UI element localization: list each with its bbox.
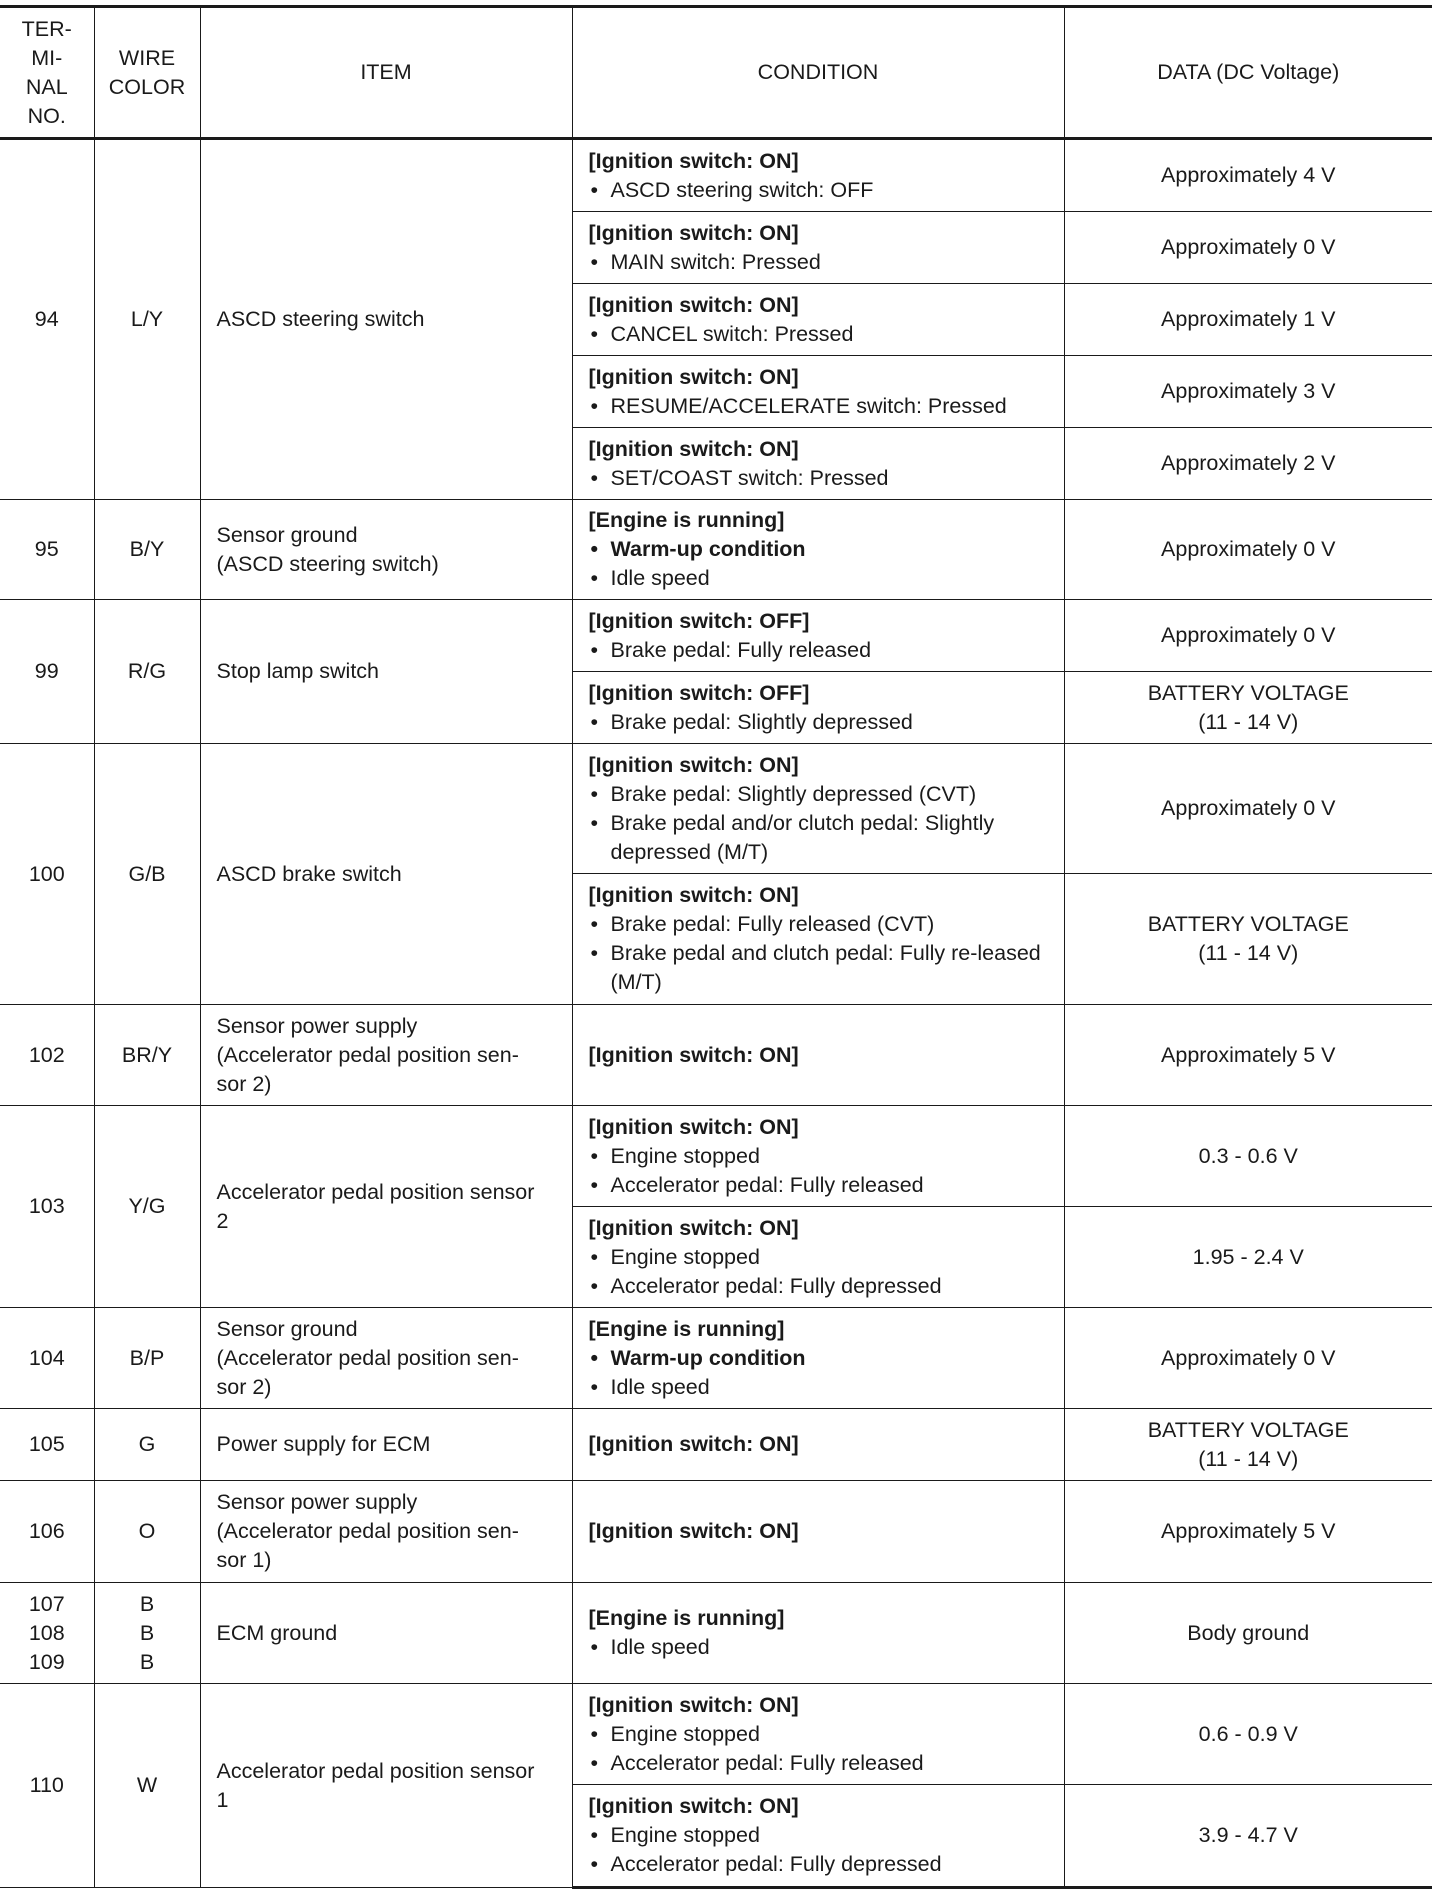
condition-bullet: • Brake pedal and/or clutch pedal: Slightly depressed (M/T) <box>589 809 1048 867</box>
item-line: (ASCD steering switch) <box>216 551 439 576</box>
wire-color-cell <box>94 744 200 1005</box>
condition-heading: [Ignition switch: ON] <box>588 1215 799 1240</box>
item-line: sor 1) <box>216 1548 272 1572</box>
condition-bullets <box>589 176 1048 205</box>
data-voltage-cell <box>1064 1207 1432 1308</box>
item-line: ASCD steering switch <box>216 307 425 331</box>
condition-heading: [Ignition switch: ON] <box>588 1519 799 1543</box>
condition-bullets <box>589 1142 1048 1200</box>
wire-color-cell <box>94 1481 200 1583</box>
condition-bullets <box>589 464 1048 493</box>
condition-heading: [Ignition switch: ON] <box>588 883 799 907</box>
terminal-no: 102 <box>28 1042 65 1067</box>
data-voltage-cell <box>1064 284 1432 356</box>
table-row <box>0 600 1432 672</box>
data-voltage: Approximately 3 V <box>1161 379 1336 403</box>
condition-bullets <box>589 320 1048 349</box>
wire-color-cell <box>94 139 200 500</box>
terminal-no-header <box>0 7 94 139</box>
data-voltage-cell <box>1064 1785 1432 1888</box>
data-voltage-cell <box>1064 356 1432 428</box>
item-header: ITEM <box>200 7 572 139</box>
terminal-no: 104 <box>28 1345 65 1370</box>
condition-heading: [Ignition switch: ON] <box>588 436 799 461</box>
terminal-no: 94 <box>34 307 59 331</box>
wire-color-cell <box>94 1409 200 1481</box>
table-row <box>0 1684 1432 1785</box>
condition-cell <box>572 1481 1064 1583</box>
item-cell <box>200 1005 572 1106</box>
condition-heading: [Ignition switch: ON] <box>588 1042 799 1067</box>
terminal-no: 99 <box>34 659 59 683</box>
table-header-row <box>0 7 1432 139</box>
data-voltage: BATTERY VOLTAGE <box>1147 680 1349 705</box>
condition-cell <box>572 500 1064 600</box>
table-row <box>0 139 1432 212</box>
data-voltage: 3.9 - 4.7 V <box>1198 1823 1298 1847</box>
wire-color: BR/Y <box>121 1042 173 1067</box>
condition-header: CONDITION <box>572 7 1064 139</box>
item-line: Sensor ground <box>216 1316 358 1341</box>
item-cell <box>200 1308 572 1409</box>
table-row <box>0 1481 1432 1583</box>
wire-color: W <box>136 1773 158 1797</box>
wire-color: B <box>139 1620 155 1645</box>
item-line: Sensor ground <box>216 522 358 547</box>
terminal-no: 106 <box>28 1519 65 1543</box>
condition-heading: [Engine is running] <box>588 1316 785 1341</box>
data-voltage-cell <box>1064 1409 1432 1481</box>
condition-heading: [Ignition switch: OFF] <box>588 680 810 705</box>
terminal-no-cell <box>0 1583 94 1684</box>
table-row <box>0 1308 1432 1409</box>
condition-bullet: • RESUME/ACCELERATE switch: Pressed <box>589 392 1048 421</box>
terminal-no-cell <box>0 1409 94 1481</box>
wire-header-label <box>101 44 194 102</box>
condition-bullets <box>589 1821 1048 1879</box>
wire-color: B <box>139 1591 155 1616</box>
table-row <box>0 1583 1432 1684</box>
table-row <box>0 1005 1432 1106</box>
item-cell <box>200 1106 572 1308</box>
item-cell <box>200 1583 572 1684</box>
item-cell <box>200 1481 572 1583</box>
condition-heading: [Ignition switch: ON] <box>588 752 799 777</box>
condition-bullet: • Accelerator pedal: Fully released <box>589 1749 1048 1778</box>
condition-bullet: • Accelerator pedal: Fully depressed <box>589 1272 1048 1301</box>
condition-heading: [Ignition switch: ON] <box>588 364 799 389</box>
item-line: Stop lamp switch <box>216 659 380 683</box>
terminal-no-cell <box>0 600 94 744</box>
wire-color-cell <box>94 600 200 744</box>
wire-color-cell <box>94 1583 200 1684</box>
condition-bullet: • Engine stopped <box>589 1821 1048 1850</box>
condition-heading: [Ignition switch: ON] <box>588 220 799 245</box>
condition-heading: [Engine is running] <box>588 508 785 532</box>
header-line: NO. <box>27 103 66 128</box>
condition-cell <box>572 1308 1064 1409</box>
condition-heading: [Ignition switch: ON] <box>588 148 799 173</box>
wire-color: R/G <box>127 659 167 683</box>
condition-bullets <box>589 1720 1048 1778</box>
data-voltage-cell <box>1064 1106 1432 1207</box>
item-line: 2 <box>216 1208 229 1233</box>
condition-bullet: • Accelerator pedal: Fully depressed <box>589 1850 1048 1879</box>
condition-cell <box>572 1785 1064 1888</box>
terminal-no-cell <box>0 1481 94 1583</box>
condition-bullets <box>589 1344 1048 1402</box>
condition-bullet: • Brake pedal and clutch pedal: Fully re-leased (M/T) <box>589 939 1048 997</box>
item-cell <box>200 500 572 600</box>
condition-bullet: • Idle speed <box>589 564 1048 593</box>
condition-bullet: • Idle speed <box>589 1633 1048 1662</box>
terminal-header-label <box>6 15 88 131</box>
condition-bullet: • Brake pedal: Fully released (CVT) <box>589 910 1048 939</box>
item-line: (Accelerator pedal position sen- <box>216 1345 519 1370</box>
data-voltage: Approximately 0 V <box>1161 1345 1336 1370</box>
terminal-no: 95 <box>34 537 59 561</box>
item-line: Sensor power supply <box>216 1490 418 1514</box>
data-voltage: Approximately 5 V <box>1161 1042 1336 1067</box>
item-cell <box>200 744 572 1005</box>
wire-color: G <box>138 1432 156 1456</box>
condition-bullets <box>589 1243 1048 1301</box>
terminal-no-cell <box>0 500 94 600</box>
terminal-no-cell <box>0 744 94 1005</box>
wire-color: B <box>139 1649 155 1674</box>
data-voltage-cell <box>1064 600 1432 672</box>
condition-cell <box>572 1106 1064 1207</box>
data-voltage-cell <box>1064 1005 1432 1106</box>
condition-bullets <box>589 1633 1048 1662</box>
data-voltage: Approximately 5 V <box>1161 1519 1336 1543</box>
condition-heading: [Ignition switch: ON] <box>588 1794 799 1818</box>
condition-bullets <box>589 392 1048 421</box>
data-voltage: BATTERY VOLTAGE <box>1147 1417 1349 1442</box>
item-line: Sensor power supply <box>216 1013 418 1038</box>
wire-color: B/Y <box>129 537 165 561</box>
condition-bullets <box>589 636 1048 665</box>
terminal-no: 103 <box>28 1194 65 1218</box>
header-line: MI- <box>31 45 63 70</box>
ecm-terminal-table <box>0 5 1432 1889</box>
item-line: (Accelerator pedal position sen- <box>216 1519 519 1543</box>
condition-bullets <box>589 910 1048 997</box>
wire-color-header <box>94 7 200 139</box>
item-line: Power supply for ECM <box>216 1432 431 1456</box>
condition-bullet: • ASCD steering switch: OFF <box>589 176 1048 205</box>
condition-heading: [Ignition switch: ON] <box>588 1692 799 1717</box>
data-voltage: Approximately 0 V <box>1161 235 1336 259</box>
condition-cell <box>572 672 1064 744</box>
condition-cell <box>572 874 1064 1005</box>
data-voltage-cell <box>1064 500 1432 600</box>
data-voltage-cell <box>1064 1481 1432 1583</box>
data-voltage: 1.95 - 2.4 V <box>1192 1244 1304 1269</box>
condition-bullet: • Brake pedal: Slightly depressed <box>589 708 1048 737</box>
condition-bullets <box>589 780 1048 867</box>
data-voltage: (11 - 14 V) <box>1198 709 1299 734</box>
condition-cell <box>572 1005 1064 1106</box>
data-voltage-cell <box>1064 874 1432 1005</box>
condition-bullet: • Brake pedal: Fully released <box>589 636 1048 665</box>
data-voltage-cell <box>1064 1308 1432 1409</box>
data-voltage: Approximately 4 V <box>1161 163 1336 187</box>
item-line: ECM ground <box>216 1620 338 1645</box>
condition-cell <box>572 1409 1064 1481</box>
condition-bullet: • Warm-up condition <box>589 535 1048 564</box>
condition-bullet: • Accelerator pedal: Fully released <box>589 1171 1048 1200</box>
terminal-no: 108 <box>28 1620 65 1645</box>
condition-bullets <box>589 535 1048 593</box>
condition-bullet: • Engine stopped <box>589 1720 1048 1749</box>
condition-cell <box>572 212 1064 284</box>
condition-bullets <box>589 248 1048 277</box>
item-line: sor 2) <box>216 1374 272 1399</box>
data-voltage-cell <box>1064 428 1432 500</box>
condition-cell <box>572 744 1064 874</box>
terminal-no: 105 <box>28 1432 65 1456</box>
terminal-no: 100 <box>28 861 65 886</box>
item-cell <box>200 600 572 744</box>
data-voltage: 0.6 - 0.9 V <box>1198 1721 1298 1746</box>
data-voltage: Approximately 0 V <box>1161 537 1336 561</box>
table-row <box>0 500 1432 600</box>
condition-cell <box>572 600 1064 672</box>
item-line: ASCD brake switch <box>216 861 402 886</box>
item-line: Accelerator pedal position sensor <box>216 1758 535 1783</box>
item-line: 1 <box>216 1787 229 1812</box>
condition-cell <box>572 428 1064 500</box>
table-row <box>0 744 1432 874</box>
condition-cell <box>572 284 1064 356</box>
data-voltage-cell <box>1064 744 1432 874</box>
terminal-no-cell <box>0 1005 94 1106</box>
terminal-no: 110 <box>29 1773 64 1797</box>
item-cell <box>200 1684 572 1888</box>
terminal-no-cell <box>0 139 94 500</box>
terminal-no: 109 <box>28 1649 65 1674</box>
wire-color: Y/G <box>128 1194 166 1218</box>
condition-cell <box>572 1583 1064 1684</box>
header-line: COLOR <box>108 74 186 99</box>
wire-color-cell <box>94 500 200 600</box>
condition-bullet: • MAIN switch: Pressed <box>589 248 1048 277</box>
item-line: (Accelerator pedal position sen- <box>216 1042 519 1067</box>
data-voltage-cell <box>1064 139 1432 212</box>
data-voltage-cell <box>1064 1684 1432 1785</box>
table-row <box>0 1409 1432 1481</box>
condition-bullets <box>589 708 1048 737</box>
table-row <box>0 1106 1432 1207</box>
terminal-no-cell <box>0 1106 94 1308</box>
data-voltage-cell <box>1064 1583 1432 1684</box>
data-voltage: 0.3 - 0.6 V <box>1198 1143 1298 1168</box>
data-voltage: (11 - 14 V) <box>1198 941 1299 965</box>
item-cell <box>200 139 572 500</box>
data-voltage-cell <box>1064 672 1432 744</box>
condition-bullet: • Engine stopped <box>589 1142 1048 1171</box>
condition-cell <box>572 1684 1064 1785</box>
data-voltage: (11 - 14 V) <box>1198 1446 1299 1471</box>
data-voltage: Approximately 0 V <box>1161 796 1336 820</box>
condition-heading: [Engine is running] <box>588 1606 785 1630</box>
condition-cell <box>572 356 1064 428</box>
wire-color-cell <box>94 1684 200 1888</box>
condition-heading: [Ignition switch: OFF] <box>588 608 810 633</box>
item-cell <box>200 1409 572 1481</box>
wire-color-cell <box>94 1005 200 1106</box>
header-line: WIRE <box>118 45 176 70</box>
table-body <box>0 139 1432 1888</box>
data-voltage: Approximately 2 V <box>1161 451 1336 475</box>
condition-bullet: • Engine stopped <box>589 1243 1048 1272</box>
condition-bullet: • Brake pedal: Slightly depressed (CVT) <box>589 780 1048 809</box>
condition-bullet: • Idle speed <box>589 1373 1048 1402</box>
wire-color-cell <box>94 1106 200 1308</box>
condition-heading: [Ignition switch: ON] <box>588 1432 799 1456</box>
condition-heading: [Ignition switch: ON] <box>588 1114 799 1139</box>
wire-color: G/B <box>128 861 166 886</box>
wire-color: B/P <box>129 1345 165 1370</box>
data-voltage: Approximately 1 V <box>1161 307 1336 331</box>
header-line: NAL <box>25 74 68 99</box>
item-line: sor 2) <box>216 1071 272 1096</box>
data-voltage-cell <box>1064 212 1432 284</box>
condition-cell <box>572 1207 1064 1308</box>
item-line: Accelerator pedal position sensor <box>216 1179 535 1204</box>
terminal-no: 107 <box>28 1591 65 1616</box>
data-voltage: Body ground <box>1187 1620 1310 1645</box>
condition-bullet: • CANCEL switch: Pressed <box>589 320 1048 349</box>
data-header: DATA (DC Voltage) <box>1064 7 1432 139</box>
wire-color: O <box>138 1519 156 1543</box>
condition-bullet: • Warm-up condition <box>589 1344 1048 1373</box>
condition-bullet: • SET/COAST switch: Pressed <box>589 464 1048 493</box>
condition-heading: [Ignition switch: ON] <box>588 292 799 317</box>
wire-color: L/Y <box>130 307 164 331</box>
terminal-no-cell <box>0 1684 94 1888</box>
terminal-no-cell <box>0 1308 94 1409</box>
condition-cell <box>572 139 1064 212</box>
header-line: TER- <box>21 16 72 41</box>
wire-color-cell <box>94 1308 200 1409</box>
data-voltage: Approximately 0 V <box>1161 623 1336 647</box>
data-voltage: BATTERY VOLTAGE <box>1147 912 1349 936</box>
